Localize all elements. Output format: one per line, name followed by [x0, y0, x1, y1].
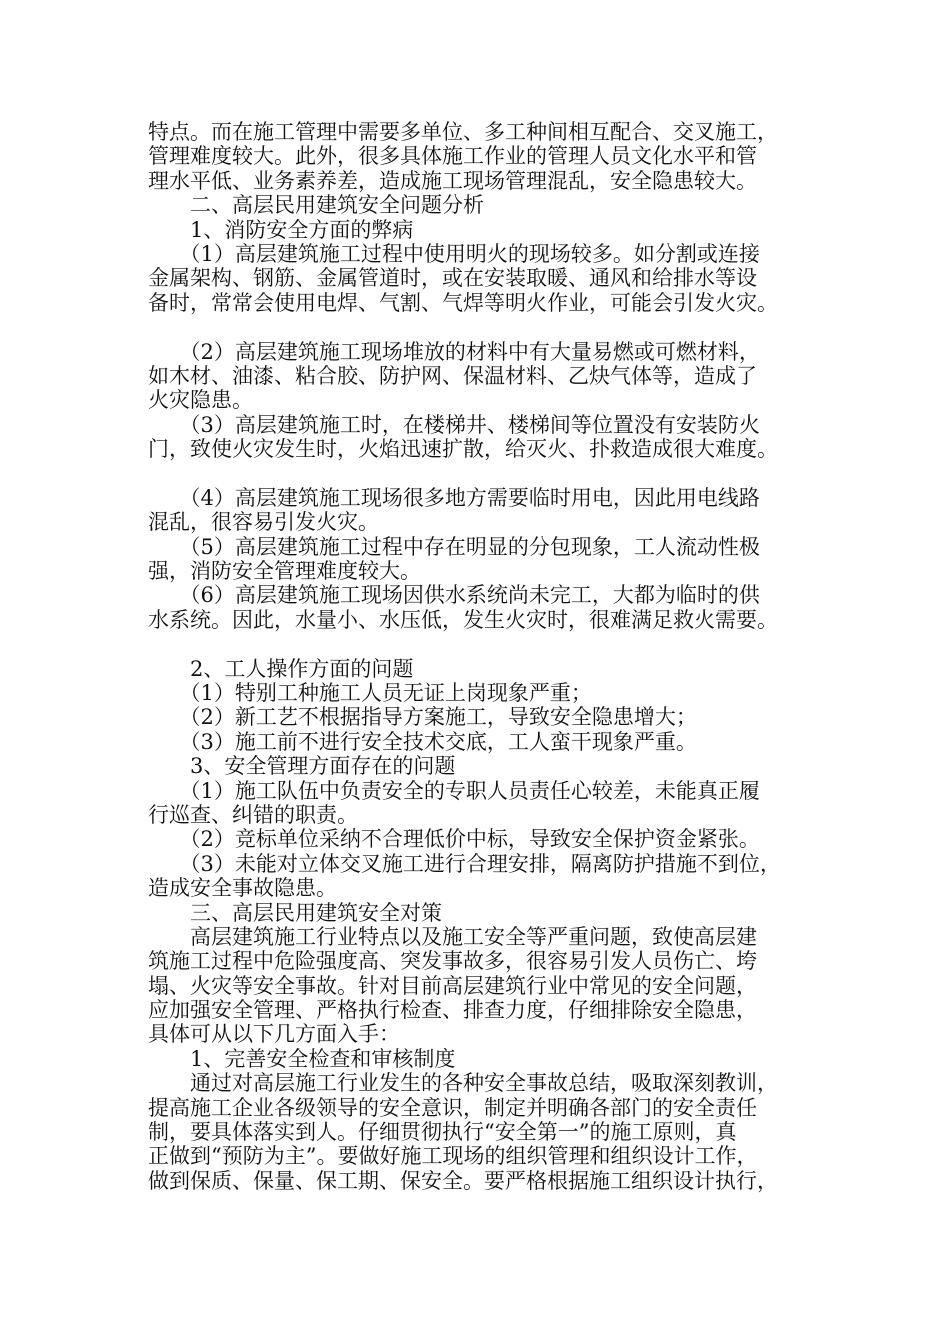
text-line: （3）未能对立体交叉施工进行合理安排，隔离防护措施不到位， [148, 851, 781, 876]
text-line: （4）高层建筑施工现场很多地方需要临时用电，因此用电线路 [148, 485, 760, 510]
text-line: 做到保质、保量、保工期、保安全。要严格根据施工组织设计执行， [148, 1168, 778, 1193]
text-line: 塌、火灾等安全事故。针对目前高层建筑行业中常见的安全问题， [148, 973, 757, 998]
text-line: 通过对高层施工行业发生的各种安全事故总结，吸取深刻教训， [148, 1071, 778, 1096]
text-line: （2）竞标单位采纳不合理低价中标，导致安全保护资金紧张。 [148, 827, 760, 852]
text-line: 高层建筑施工行业特点以及施工安全等严重问题，致使高层建 [148, 924, 757, 949]
blank-line [148, 315, 818, 339]
text-line: （2）高层建筑施工现场堆放的材料中有大量易燃或可燃材料， [148, 339, 760, 364]
text-line: （5）高层建筑施工过程中存在明显的分包现象，工人流动性极 [148, 534, 760, 559]
text-line: 二、高层民用建筑安全问题分析 [148, 193, 484, 218]
text-line: 提高施工企业各级领导的安全意识，制定并明确各部门的安全责任 [148, 1095, 757, 1120]
text-line: （3）施工前不进行安全技术交底，工人蛮干现象严重。 [148, 729, 697, 754]
text-line: 具体可从以下几方面入手： [148, 1022, 400, 1047]
text-line: 造成安全事故隐患。 [148, 876, 337, 901]
text-line: （6）高层建筑施工现场因供水系统尚未完工，大都为临时的供 [148, 583, 760, 608]
text-line: 应加强安全管理、严格执行检查、排查力度，仔细排除安全隐患， [148, 998, 757, 1023]
text-line: 备时，常常会使用电焊、气割、气焊等明火作业，可能会引发火灾。 [148, 290, 778, 315]
text-line: （2）新工艺不根据指导方案施工，导致安全隐患增大； [148, 705, 697, 730]
text-line: 三、高层民用建筑安全对策 [148, 900, 442, 925]
text-line: 金属架构、钢筋、金属管道时，或在安装取暖、通风和给排水等设 [148, 266, 757, 291]
text-line: 制，要具体落实到人。仔细贯彻执行“安全第一”的施工原则，真 [148, 1120, 737, 1145]
text-line: 混乱，很容易引发火灾。 [148, 510, 379, 535]
text-line: 正做到“预防为主”。要做好施工现场的组织管理和组织设计工作， [148, 1144, 758, 1169]
text-line: 火灾隐患。 [148, 388, 253, 413]
text-line: 如木材、油漆、粘合胶、防护网、保温材料、乙炔气体等，造成了 [148, 363, 757, 388]
blank-line [148, 632, 818, 656]
text-line: 2、工人操作方面的问题 [148, 656, 414, 681]
text-line: 门，致使火灾发生时，火焰迅速扩散，给灭火、扑救造成很大难度。 [148, 437, 778, 462]
text-line: （3）高层建筑施工时，在楼梯井、楼梯间等位置没有安装防火 [148, 412, 760, 437]
text-line: （1）特别工种施工人员无证上岗现象严重； [148, 680, 592, 705]
text-line: （1）施工队伍中负责安全的专职人员责任心较差，未能真正履 [148, 778, 760, 803]
text-line: 3、安全管理方面存在的问题 [148, 754, 456, 779]
text-line: 筑施工过程中危险强度高、突发事故多，很容易引发人员伤亡、垮 [148, 949, 757, 974]
text-line: 理水平低、业务素养差，造成施工现场管理混乱，安全隐患较大。 [148, 168, 757, 193]
blank-line [148, 461, 818, 485]
text-line: （1）高层建筑施工过程中使用明火的现场较多。如分割或连接 [148, 241, 760, 266]
text-line: 水系统。因此，水量小、水压低，发生火灾时，很难满足救火需要。 [148, 607, 778, 632]
text-line: 1、完善安全检查和审核制度 [148, 1046, 456, 1071]
text-line: 特点。而在施工管理中需要多单位、多工种间相互配合、交叉施工， [148, 120, 778, 144]
text-line: 强，消防安全管理难度较大。 [148, 559, 421, 584]
text-line: 1、消防安全方面的弊病 [148, 217, 414, 242]
document-body [148, 120, 818, 1193]
text-line: 行巡查、纠错的职责。 [148, 802, 358, 827]
text-line: 管理难度较大。此外，很多具体施工作业的管理人员文化水平和管 [148, 144, 757, 169]
